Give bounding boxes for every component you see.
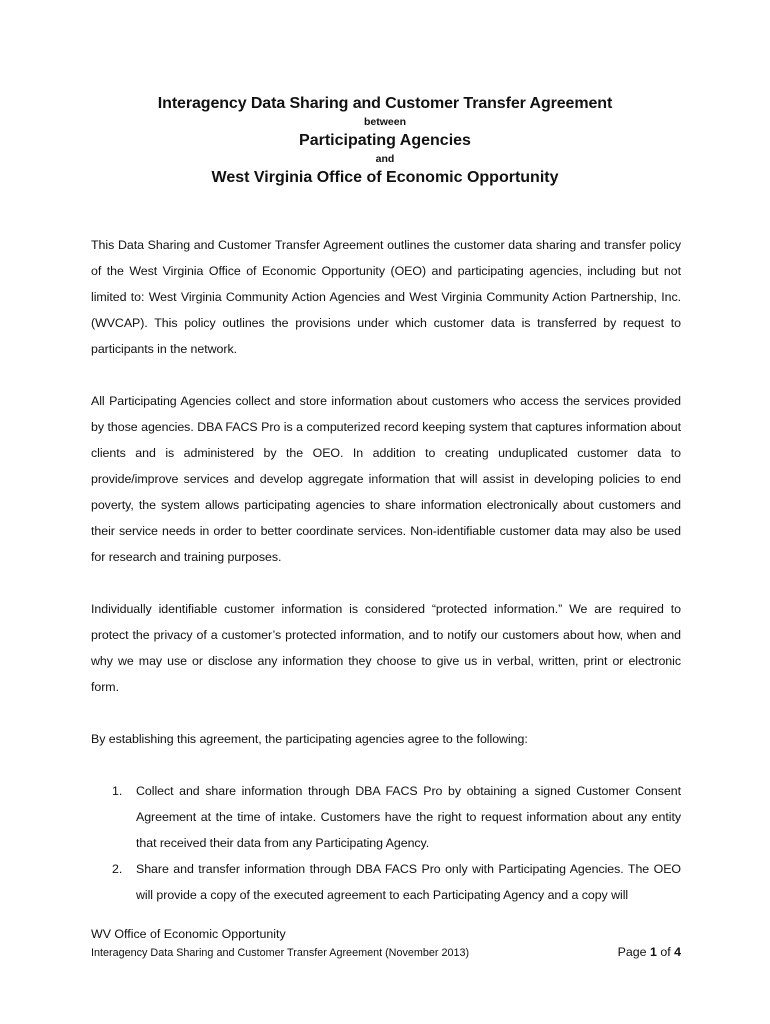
list-item <box>91 856 681 908</box>
list-item-number: 1. <box>112 784 123 798</box>
footer-org: WV Office of Economic Opportunity <box>91 927 286 941</box>
paragraph-intro: This Data Sharing and Customer Transfer Agreement outlines the customer data sharing and transfer policy of the West Virginia Office of Economic Opportunity (OEO) and participating agencies, including but not limited to: West Virginia Community Action Agencies and West Virginia Community Action Partnership, Inc. (WVCAP). This policy outlines the provisions under which customer data is transferred by request to participants in the network. <box>91 238 681 356</box>
and-label: and <box>375 153 395 165</box>
paragraph-agencies: All Participating Agencies collect and store information about customers who access the services provided by those agencies. DBA FACS Pro is a computerized record keeping system that captures information about clients and is administered by the OEO. In addition to creating unduplicated customer data to provide/improve services and develop aggregate information that will assist in developing policies to end poverty, the system allows participating agencies to share information electronically about customers and their service needs in order to better coordinate services. Non-identifiable customer data may also be used for research and training purposes. <box>91 394 681 564</box>
list-item-number: 2. <box>112 862 123 876</box>
list-item-text: Collect and share information through DBA FACS Pro by obtaining a signed Customer Consent Agreement at the time of intake. Customers have the right to request information about any entity that received their data from any Participating Agency. <box>136 784 681 850</box>
page-prefix: Page <box>617 945 650 959</box>
page-of: of <box>656 945 675 959</box>
page-number <box>618 943 681 961</box>
document-title: Interagency Data Sharing and Customer Transfer Agreement <box>157 95 613 112</box>
title-block <box>0 93 770 189</box>
list-item-text: Share and transfer information through DBA FACS Pro only with Participating Agencies. The OEO will provide a copy of the executed agreement to each Participating Agency and a copy will <box>136 862 681 902</box>
party-one-heading: Participating Agencies <box>299 132 471 149</box>
page-total: 4 <box>674 945 681 959</box>
agreement-list <box>91 778 681 908</box>
party-two-heading: West Virginia Office of Economic Opportunity <box>211 169 559 186</box>
between-label: between <box>363 116 406 128</box>
list-item <box>91 778 681 856</box>
page-footer <box>91 925 681 962</box>
page-current: 1 <box>649 945 657 959</box>
footer-row <box>91 943 681 962</box>
footer-doc-title: Interagency Data Sharing and Customer Transfer Agreement (November 2013) <box>91 947 470 959</box>
paragraph-agreement-lead: By establishing this agreement, the participating agencies agree to the following: <box>91 732 528 746</box>
paragraph-privacy: Individually identifiable customer information is considered “protected information.” We are required to protect the privacy of a customer’s protected information, and to notify our customers about how, when and why we may use or disclose any information they choose to give us in verbal, written, print or electronic form. <box>91 602 681 694</box>
